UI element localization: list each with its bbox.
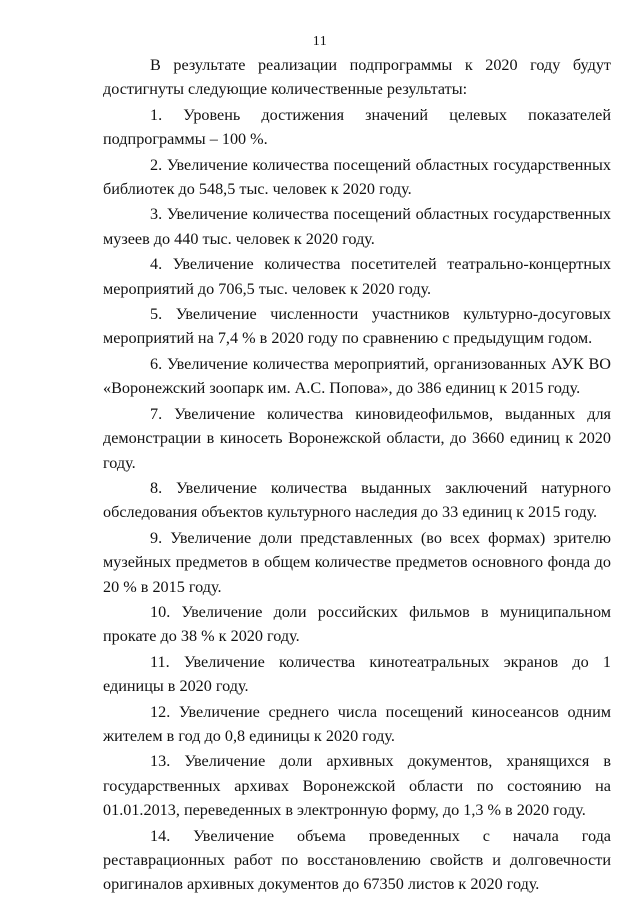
result-item-8: 8. Увеличение количества выданных заключений натурного обследования объектов культурного наследия до 33 единиц к 2015 году. [103,478,611,522]
result-item-5: 5. Увеличение численности участников культурно-досуговых мероприятий на 7,4 % в 2020 году по сравнению с предыдущим годом. [103,305,611,348]
page-number: 11 [312,34,328,49]
result-item-12: 12. Увеличение среднего числа посещений киносеансов одним жителем в год до 0,8 единицы к 2020 году. [103,702,611,745]
intro-paragraph: В результате реализации подпрограммы к 2020 году будут достигнуты следующие количественные результаты: [103,56,611,99]
result-item-11: 11. Увеличение количества кинотеатральных экранов до 1 единицы в 2020 году. [103,652,611,696]
result-item-3: 3. Увеличение количества посещений областных государственных музеев до 440 тыс. человек к 2020 году. [103,205,611,248]
result-item-9: 9. Увеличение доли представленных (во всех формах) зрителю музейных предметов в общем количестве предметов основного фонда до 20 % в 2015 году. [103,528,611,596]
result-item-10: 10. Увеличение доли российских фильмов в муниципальном прокате до 38 % к 2020 году. [103,602,611,646]
result-item-6: 6. Увеличение количества мероприятий, организованных АУК ВО «Воронежский зоопарк им. А.С. Попова», до 386 единиц к 2015 году. [103,354,611,398]
result-item-1: 1. Уровень достижения значений целевых показателей подпрограммы – 100 %. [103,105,611,149]
document-body [103,53,611,898]
result-item-4: 4. Увеличение количества посетителей театрально-концертных мероприятий до 706,5 тыс. человек к 2020 году. [103,255,611,298]
result-item-2: 2. Увеличение количества посещений областных государственных библиотек до 548,5 тыс. человек к 2020 году. [103,155,611,199]
result-item-13: 13. Увеличение доли архивных документов, хранящихся в государственных архивах Воронежской области по состоянию на 01.01.2013, переведенных в электронную форму, до 1,3 % в 2020 году. [103,752,611,820]
result-item-14: 14. Увеличение объема проведенных с начала года реставрационных работ по восстановлению свойств и долговечности оригиналов архивных документов до 67350 листов к 2020 году. [103,826,611,894]
result-item-7: 7. Увеличение количества киновидеофильмов, выданных для демонстрации в киносеть Воронежской области, до 3660 единиц к 2020 году. [103,404,611,472]
